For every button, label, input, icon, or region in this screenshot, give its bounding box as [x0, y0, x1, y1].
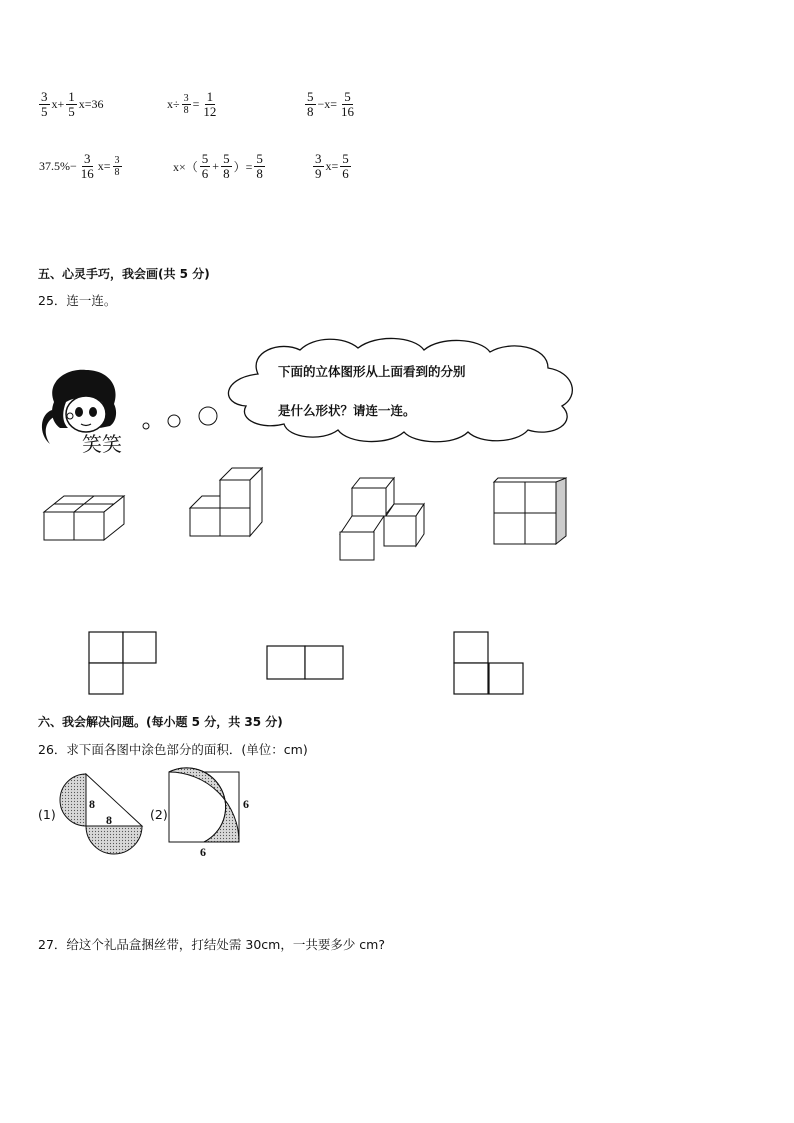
question-27: 27．给这个礼品盒捆丝带，打结处需 30cm，一共要多少 cm?: [38, 937, 385, 952]
thought-bubbles: [140, 404, 220, 434]
figure-1-dim-a: 8: [89, 797, 95, 811]
equation-6: $\frac{3}{9}$ x= $\frac{5}{6}$: [315, 151, 349, 181]
section-5-heading: 五、心灵手巧，我会画(共 5 分): [38, 267, 210, 281]
equation-1: $\frac{3}{5}$ x+ $\frac{1}{5}$ x=36: [41, 89, 104, 119]
question-26: 26．求下面各图中涂色部分的面积．(单位：cm): [38, 742, 308, 757]
fraction: $\frac{3}{8}$: [183, 93, 189, 116]
equation-3: $\frac{5}{8}$ −x= $\frac{5}{16}$: [307, 89, 355, 119]
bubble-line-1: 下面的立体图形从上面看到的分别: [278, 364, 466, 379]
fraction: $\frac{3}{16}$: [80, 151, 94, 181]
equation-5: x×（ $\frac{5}{6}$ + $\frac{5}{8}$ ）= $\frac{5}{8}$: [173, 151, 263, 181]
girl-name: 笑笑: [82, 432, 122, 456]
figure-2-dim-side: 6: [243, 797, 249, 811]
top-view-2: [266, 645, 346, 681]
fraction: $\frac{1}{5}$: [68, 89, 75, 119]
fraction: $\frac{3}{5}$: [41, 89, 48, 119]
fraction: $\frac{5}{16}$: [341, 89, 355, 119]
top-view-1: [88, 631, 158, 695]
fraction: $\frac{3}{8}$: [114, 155, 120, 178]
equation-2: x÷ $\frac{3}{8}$ = $\frac{1}{12}$: [167, 89, 217, 119]
figure-2-dim-bottom: 6: [200, 845, 206, 859]
question-25: 25．连一连。: [38, 293, 117, 308]
section-6-heading: 六、我会解决问题。(每小题 5 分，共 35 分): [38, 715, 283, 729]
bubble-line-2: 是什么形状？请连一连。: [278, 403, 416, 418]
figure-2-label: (2): [150, 807, 168, 822]
speech-cloud: [218, 334, 588, 446]
figure-2-shaded-crescent: [168, 771, 242, 845]
fraction: $\frac{5}{8}$: [223, 151, 230, 181]
figure-1-dim-b: 8: [106, 813, 112, 827]
fraction: $\frac{5}{6}$: [342, 151, 349, 181]
fraction: $\frac{5}{8}$: [256, 151, 263, 181]
fraction: $\frac{5}{8}$: [307, 89, 314, 119]
solid-figure-1: [40, 482, 124, 544]
solid-figure-4: [490, 474, 570, 548]
figure-1-label: (1): [38, 807, 56, 822]
top-view-3: [453, 631, 525, 695]
solid-figure-2: [186, 464, 266, 540]
fraction: $\frac{3}{9}$: [315, 151, 322, 181]
equation-4: 37.5%− $\frac{3}{16}$ x= $\frac{3}{8}$: [39, 151, 120, 181]
figure-1-shaded-semicircles: [52, 770, 144, 858]
fraction: $\frac{1}{12}$: [203, 89, 217, 119]
fraction: $\frac{5}{6}$: [201, 151, 209, 181]
solid-figure-3: [338, 474, 428, 566]
